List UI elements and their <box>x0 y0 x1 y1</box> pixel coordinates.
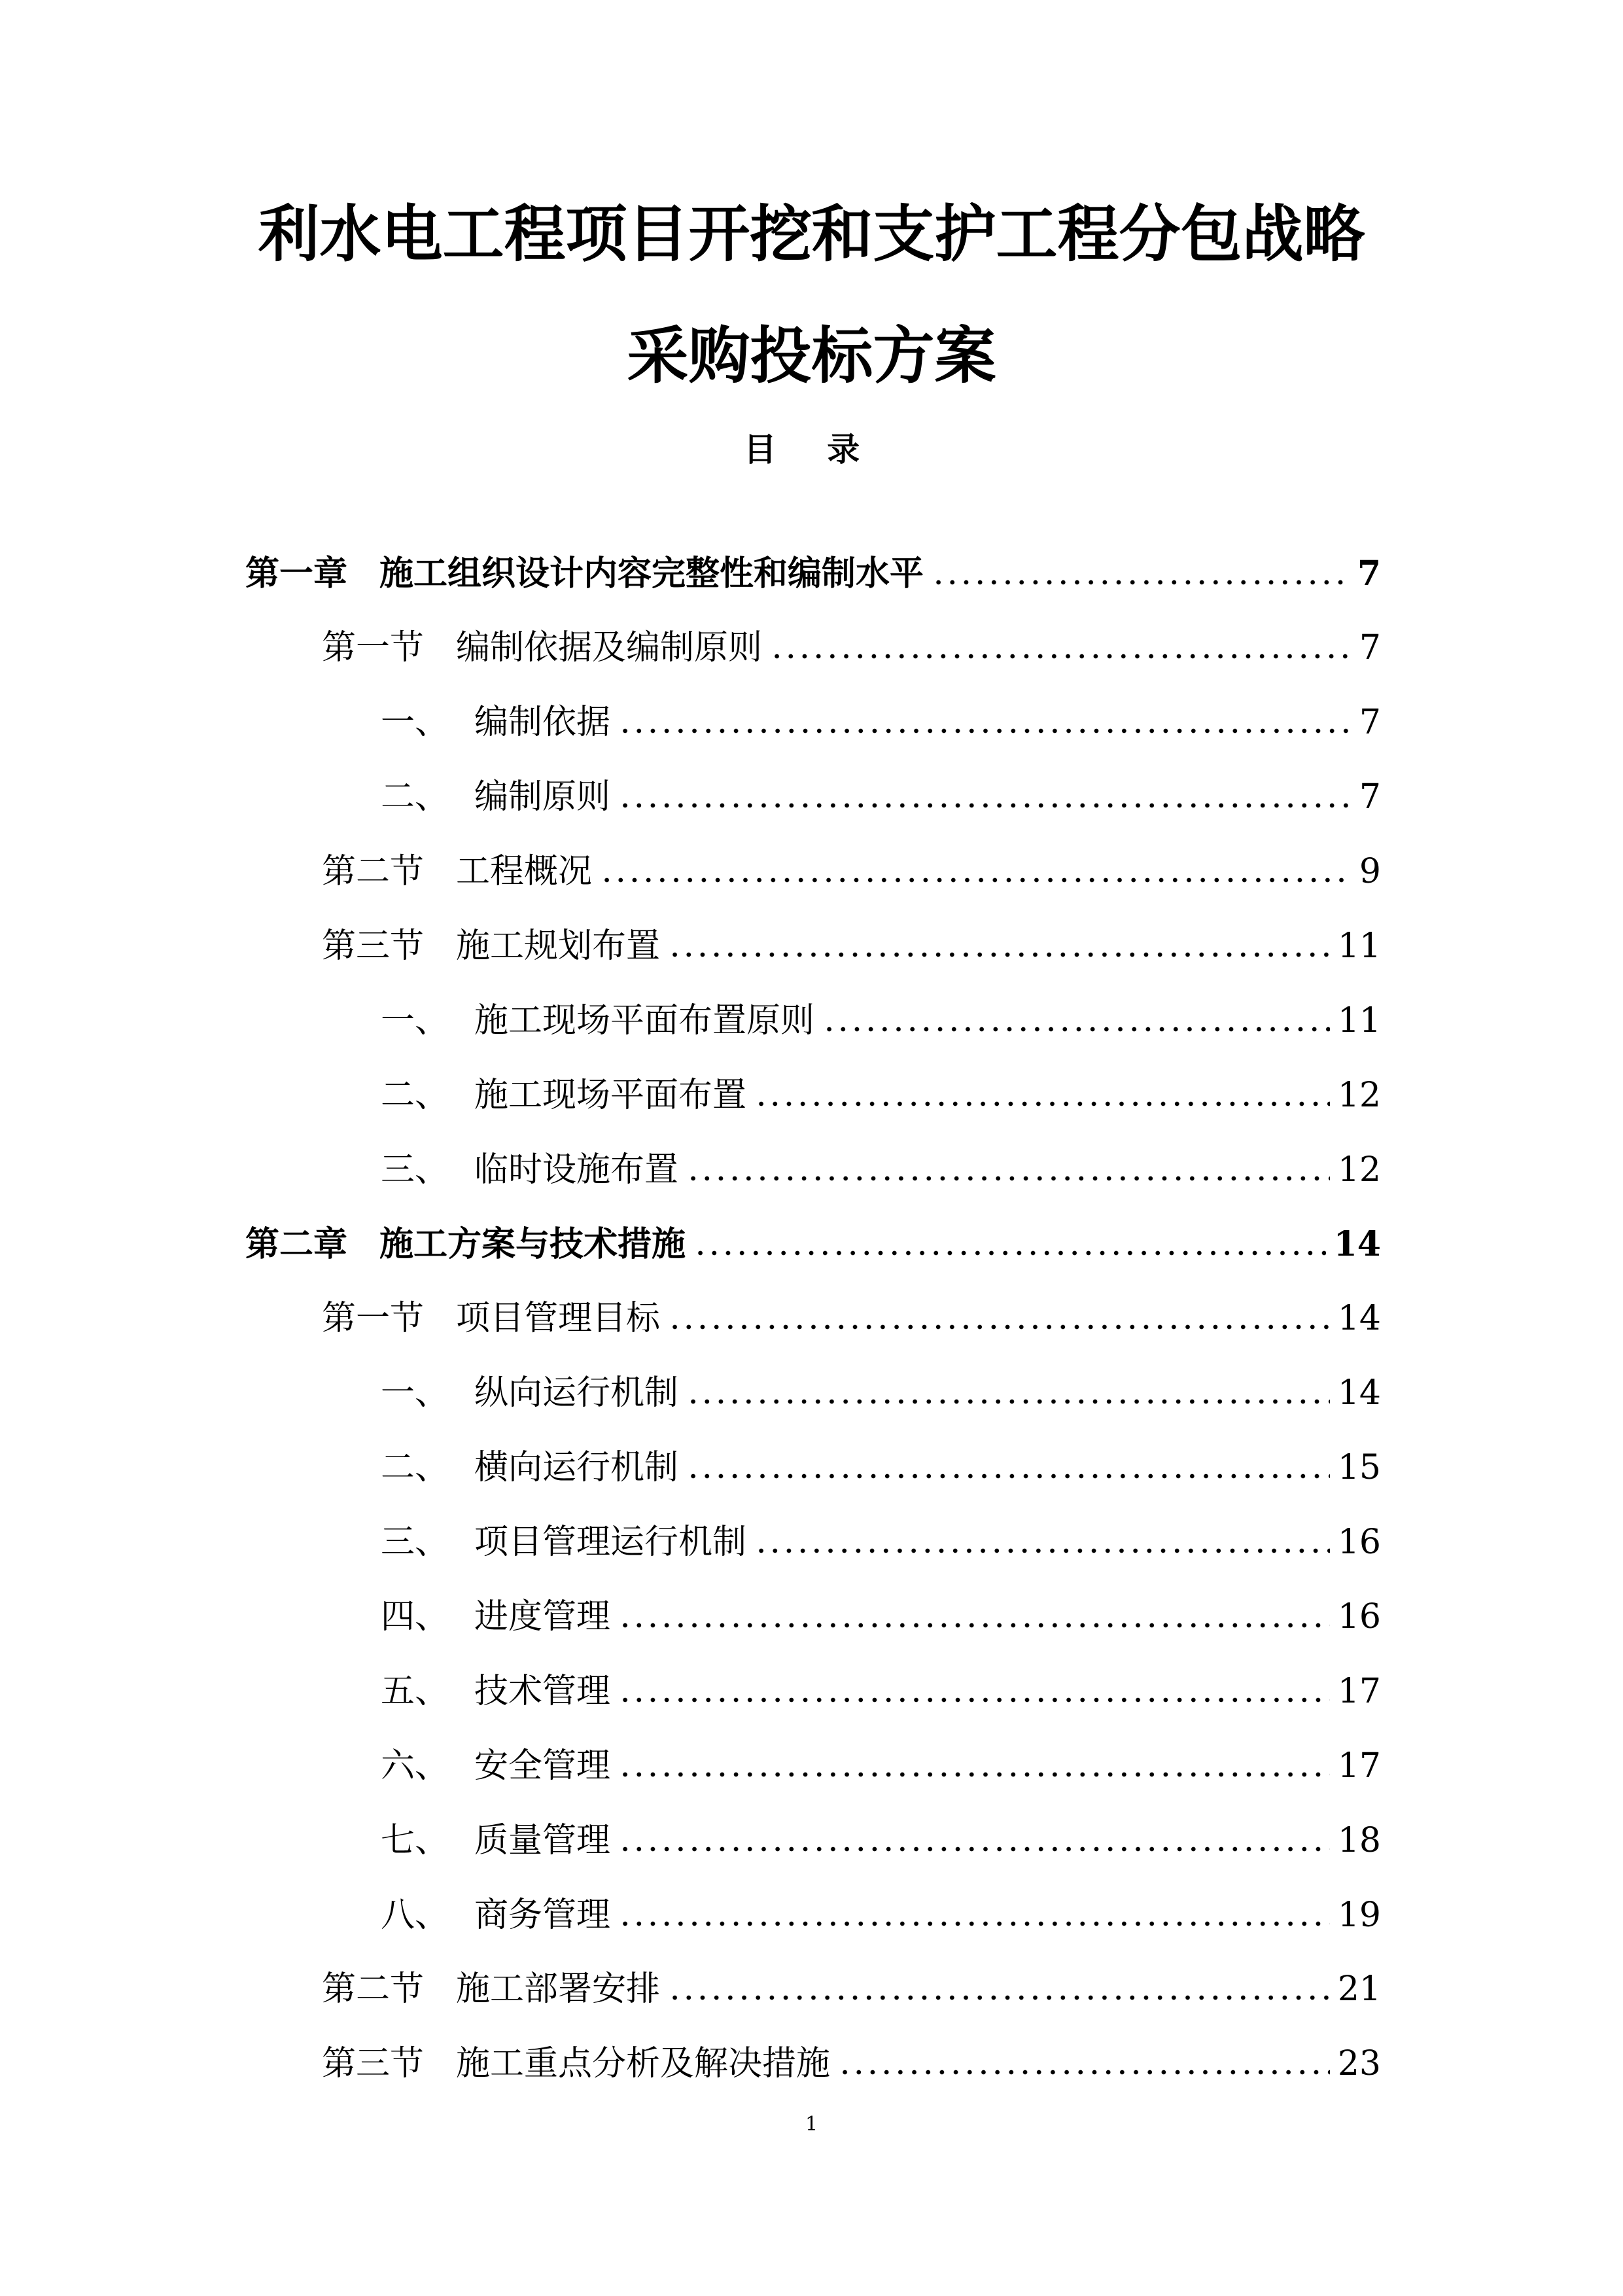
toc-dot-leader <box>686 1473 1330 1479</box>
toc-dot-leader <box>668 1994 1330 2001</box>
toc-entry-page: 7 <box>1359 777 1381 817</box>
toc-dot-leader <box>693 1250 1326 1256</box>
toc-dot-leader <box>686 1398 1330 1405</box>
toc-entry-subsection[interactable] <box>381 1663 1381 1711</box>
toc-entry-page: 21 <box>1337 1969 1381 2009</box>
toc-dot-leader <box>618 802 1352 809</box>
toc-entry-subsection[interactable] <box>381 1141 1381 1190</box>
toc-entry-prefix: 第二节 <box>322 1969 425 2009</box>
toc-entry-prefix: 二、 <box>381 1448 449 1487</box>
toc-entry-page: 7 <box>1359 703 1381 742</box>
toc-entry-section[interactable] <box>322 917 1381 966</box>
toc-dot-leader <box>618 1622 1330 1629</box>
toc-entry-page: 9 <box>1359 852 1381 891</box>
toc-entry-title: 施工部署安排 <box>456 1969 661 2009</box>
toc-entry-subsection[interactable] <box>381 992 1381 1038</box>
toc-dot-leader <box>932 579 1350 586</box>
toc-entry-section[interactable] <box>322 1290 1381 1338</box>
toc-entry-title: 安全管理 <box>474 1746 611 1786</box>
toc-entry-title: 项目管理目标 <box>456 1299 661 1338</box>
toc-entry-section[interactable] <box>322 1960 1381 2009</box>
toc-dot-leader <box>618 1697 1330 1703</box>
toc-entry-title: 施工规划布置 <box>456 927 661 966</box>
toc-entry-prefix: 一、 <box>381 1373 449 1413</box>
page-number: 1 <box>805 2113 818 2136</box>
toc-entry-prefix: 六、 <box>381 1746 449 1786</box>
toc-dot-leader <box>822 1026 1330 1033</box>
toc-entry-prefix: 二、 <box>381 777 449 817</box>
toc-entry-subsection[interactable] <box>381 694 1381 742</box>
toc-dot-leader <box>838 2069 1330 2075</box>
toc-entry-title: 商务管理 <box>474 1896 611 1935</box>
toc-entry-prefix: 第一章 <box>245 554 348 593</box>
document-title-line-1: 利水电工程项目开挖和支护工程分包战略 <box>258 199 1365 270</box>
toc-entry-prefix: 第一节 <box>322 628 425 667</box>
toc-entry-page: 17 <box>1337 1746 1381 1786</box>
toc-entry-prefix: 第三节 <box>322 927 425 966</box>
toc-entry-title: 施工组织设计内容完整性和编制水平 <box>379 554 924 593</box>
toc-entry-chapter[interactable] <box>245 1216 1381 1262</box>
toc-entry-page: 11 <box>1337 927 1381 966</box>
toc-entry-prefix: 一、 <box>381 703 449 742</box>
toc-entry-prefix: 四、 <box>381 1597 449 1636</box>
toc-entry-page: 12 <box>1337 1150 1381 1190</box>
toc-entry-page: 17 <box>1337 1672 1381 1711</box>
toc-heading: 目 录 <box>743 431 880 468</box>
toc-entry-title: 纵向运行机制 <box>474 1373 679 1413</box>
toc-entry-prefix: 第二章 <box>245 1225 348 1264</box>
toc-entry-section[interactable] <box>322 843 1381 889</box>
toc-entry-title: 项目管理运行机制 <box>474 1523 747 1562</box>
toc-entry-section[interactable] <box>322 2035 1381 2081</box>
toc-entry-subsection[interactable] <box>381 1364 1381 1413</box>
toc-dot-leader <box>668 1324 1330 1330</box>
toc-dot-leader <box>600 877 1352 883</box>
toc-entry-title: 质量管理 <box>474 1821 611 1860</box>
toc-entry-chapter[interactable] <box>245 545 1381 591</box>
toc-entry-title: 临时设施布置 <box>474 1150 679 1190</box>
toc-entry-page: 16 <box>1337 1523 1381 1562</box>
toc-entry-title: 技术管理 <box>474 1672 611 1711</box>
toc-dot-leader <box>618 728 1352 734</box>
toc-dot-leader <box>686 1175 1330 1182</box>
toc-entry-title: 施工方案与技术措施 <box>379 1225 686 1264</box>
toc-entry-title: 进度管理 <box>474 1597 611 1636</box>
toc-entry-prefix: 三、 <box>381 1523 449 1562</box>
toc-entry-subsection[interactable] <box>381 1812 1381 1858</box>
toc-entry-page: 15 <box>1337 1448 1381 1487</box>
toc-entry-subsection[interactable] <box>381 1737 1381 1786</box>
toc-entry-prefix: 二、 <box>381 1076 449 1115</box>
toc-dot-leader <box>618 1846 1330 1852</box>
toc-entry-title: 编制依据及编制原则 <box>456 628 763 667</box>
toc-entry-title: 施工重点分析及解决措施 <box>456 2044 831 2083</box>
toc-entry-subsection[interactable] <box>381 1439 1381 1485</box>
toc-entry-prefix: 七、 <box>381 1821 449 1860</box>
toc-entry-section[interactable] <box>322 619 1381 665</box>
toc-entry-prefix: 五、 <box>381 1672 449 1711</box>
toc-dot-leader <box>668 951 1330 958</box>
toc-entry-title: 横向运行机制 <box>474 1448 679 1487</box>
toc-entry-subsection[interactable] <box>381 1886 1381 1935</box>
toc-dot-leader <box>618 1771 1330 1778</box>
toc-entry-page: 7 <box>1357 554 1381 593</box>
toc-entry-page: 11 <box>1337 1001 1381 1040</box>
toc-entry-title: 编制原则 <box>474 777 611 817</box>
toc-entry-page: 14 <box>1337 1373 1381 1413</box>
toc-entry-page: 16 <box>1337 1597 1381 1636</box>
toc-entry-page: 14 <box>1337 1299 1381 1338</box>
toc-dot-leader <box>754 1547 1330 1554</box>
toc-entry-title: 工程概况 <box>456 852 593 891</box>
toc-entry-prefix: 一、 <box>381 1001 449 1040</box>
toc-entry-subsection[interactable] <box>381 1588 1381 1634</box>
document-title-line-2: 采购投标方案 <box>627 321 996 392</box>
toc-entry-title: 施工现场平面布置原则 <box>474 1001 815 1040</box>
toc-entry-page: 7 <box>1359 628 1381 667</box>
toc-entry-page: 19 <box>1337 1896 1381 1935</box>
toc-entry-subsection[interactable] <box>381 1513 1381 1562</box>
toc-entry-page: 14 <box>1333 1224 1381 1264</box>
toc-entry-prefix: 第二节 <box>322 852 425 891</box>
toc-entry-page: 18 <box>1337 1821 1381 1860</box>
toc-dot-leader <box>770 653 1352 660</box>
toc-entry-subsection[interactable] <box>381 768 1381 817</box>
toc-entry-prefix: 第一节 <box>322 1299 425 1338</box>
toc-dot-leader <box>754 1101 1330 1107</box>
toc-entry-prefix: 八、 <box>381 1896 449 1935</box>
toc-dot-leader <box>618 1920 1330 1927</box>
toc-entry-title: 施工现场平面布置 <box>474 1076 747 1115</box>
toc-entry-prefix: 第三节 <box>322 2044 425 2083</box>
toc-entry-page: 12 <box>1337 1076 1381 1115</box>
toc-entry-prefix: 三、 <box>381 1150 449 1190</box>
toc-entry-title: 编制依据 <box>474 703 611 742</box>
toc-entry-page: 23 <box>1337 2044 1381 2083</box>
toc-entry-subsection[interactable] <box>381 1067 1381 1115</box>
